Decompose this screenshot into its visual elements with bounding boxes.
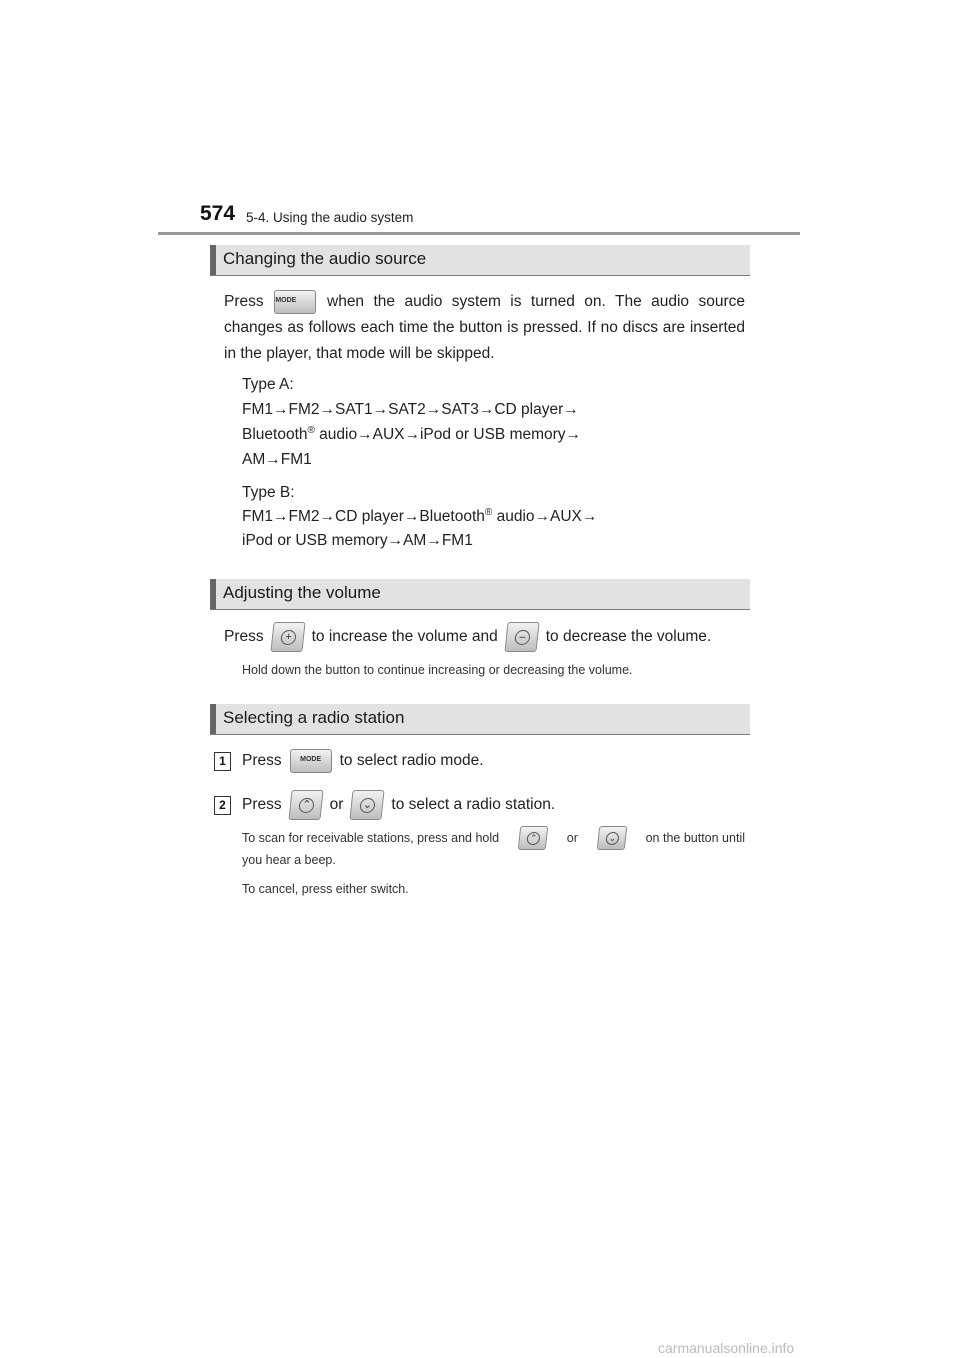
- type-b-seq-1: FM1→FM2→CD player→Bluetooth® audio→AUX→: [242, 507, 598, 526]
- audio-source-line3: in the player, that mode will be skipped.: [224, 345, 495, 362]
- seek-down-icon: ⌄: [596, 826, 627, 850]
- header-rule: [158, 232, 800, 235]
- text-line1-rest: when the audio system is turned on. The audio source: [327, 293, 745, 310]
- volume-down-icon: –: [504, 622, 539, 652]
- type-a-seq-3: AM→FM1: [242, 451, 312, 468]
- section-header-audio-source: [210, 245, 750, 276]
- mode-button-icon: MODE: [290, 749, 332, 773]
- section-header-bar: [210, 704, 216, 734]
- audio-source-line2: changes as follows each time the button is pressed. If no discs are inserted: [224, 319, 745, 336]
- seek-up-icon: ⌃: [288, 790, 323, 820]
- radio-step-2: Press ⌃ or ⌄ to select a radio station.: [242, 790, 555, 820]
- chapter-title: 5-4. Using the audio system: [246, 210, 414, 225]
- audio-source-line1: [224, 290, 745, 314]
- type-a-seq-1: FM1→FM2→SAT1→SAT2→SAT3→CD player→: [242, 401, 579, 418]
- step-number-2: 2: [214, 796, 231, 815]
- type-b-seq-2: iPod or USB memory→AM→FM1: [242, 532, 473, 549]
- section-header-volume: [210, 579, 750, 610]
- step-number-1: 1: [214, 752, 231, 771]
- type-a-label: Type A:: [242, 376, 294, 393]
- type-a-seq-2: Bluetooth® audio→AUX→iPod or USB memory→: [242, 425, 582, 444]
- section-title: Adjusting the volume: [223, 583, 381, 602]
- radio-note-2: To cancel, press either switch.: [242, 882, 409, 896]
- type-b-label: Type B:: [242, 484, 295, 501]
- section-header-bar: [210, 579, 216, 609]
- page-number: 574: [200, 202, 236, 225]
- volume-up-icon: +: [270, 622, 305, 652]
- section-header-bar: [210, 245, 216, 275]
- seek-up-icon: ⌃: [518, 826, 549, 850]
- radio-step-1: Press MODE to select radio mode.: [242, 749, 484, 773]
- text-press: Press: [224, 293, 264, 310]
- volume-note: Hold down the button to continue increasing or decreasing the volume.: [242, 663, 633, 677]
- watermark: carmanualsonline.info: [658, 1340, 795, 1356]
- radio-note-1: To scan for receivable stations, press and hold ⌃ or ⌄ on the button until: [242, 826, 745, 850]
- mode-button-icon: MODE: [274, 290, 316, 314]
- volume-instruction: Press + to increase the volume and – to decrease the volume.: [224, 622, 711, 652]
- seek-down-icon: ⌄: [350, 790, 385, 820]
- section-title: Changing the audio source: [223, 249, 427, 268]
- section-header-radio: [210, 704, 750, 735]
- section-title: Selecting a radio station: [223, 708, 405, 727]
- radio-note-1-cont: you hear a beep.: [242, 853, 336, 867]
